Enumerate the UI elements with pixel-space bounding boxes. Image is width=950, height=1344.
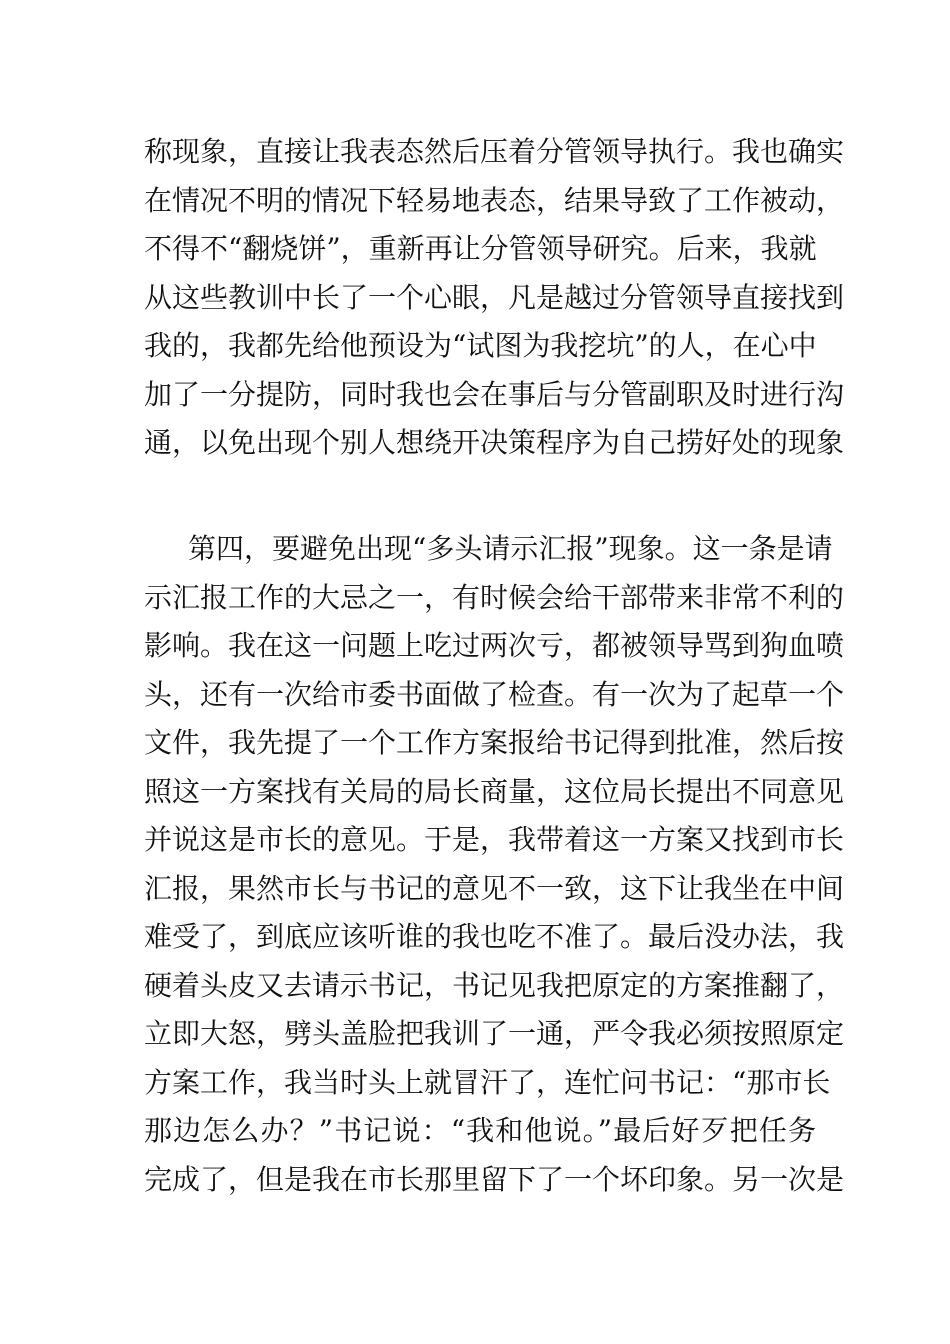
paragraph-1	[144, 128, 845, 468]
text-line: 方案工作，我当时头上就冒汗了，连忙问书记：“那市长	[144, 1065, 831, 1099]
text-line: 汇报，果然市长与书记的意见不一致，这下让我坐在中间	[144, 871, 845, 905]
text-line: 不得不“翻烧饼”，重新再让分管领导研究。后来，我就	[144, 232, 817, 265]
text-line: 头，还有一次给市委书面做了检查。有一次为了起草一个	[144, 677, 845, 711]
text-line: 完成了，但是我在市长那里留下了一个坏印象。另一次是	[144, 1162, 845, 1196]
text-line: 加了一分提防，同时我也会在事后与分管副职及时进行沟	[144, 377, 845, 411]
text-line: 文件，我先提了一个工作方案报给书记得到批准，然后按	[144, 726, 845, 759]
text-line: 照这一方案找有关局的局长商量，这位局长提出不同意见	[144, 774, 845, 808]
text-line: 从这些教训中长了一个心眼，凡是越过分管领导直接找到	[144, 280, 845, 314]
text-line: 示汇报工作的大忌之一，有时候会给干部带来非常不利的	[144, 580, 845, 614]
text-line: 并说这是市长的意见。于是，我带着这一方案又找到市长	[144, 823, 845, 856]
text-line: 称现象，直接让我表态然后压着分管领导执行。我也确实	[144, 135, 845, 168]
paragraph-2	[144, 525, 845, 1253]
text-line-first: 第四，要避免出现“多头请示汇报”现象。这一条是请	[188, 532, 833, 565]
text-line: 硬着头皮又去请示书记，书记见我把原定的方案推翻了，	[144, 968, 845, 1002]
text-line: 通，以免出现个别人想绕开决策程序为自己捞好处的现象	[144, 426, 845, 459]
text-line: 难受了，到底应该听谁的我也吃不准了。最后没办法，我	[144, 920, 845, 953]
text-line	[144, 1204, 816, 1253]
text-line: 在情况不明的情况下轻易地表态，结果导致了工作被动，	[144, 183, 845, 217]
text-line: 那边怎么办？”书记说：“我和他说。”最后好歹把任务	[144, 1114, 816, 1147]
text-line: 我的，我都先给他预设为“试图为我挖坑”的人，在心中	[144, 329, 817, 362]
text-line: 立即大怒，劈头盖脸把我训了一通，严令我必须按照原定	[144, 1017, 845, 1050]
text-line: 影响。我在这一问题上吃过两次亏，都被领导骂到狗血喷	[144, 629, 845, 662]
